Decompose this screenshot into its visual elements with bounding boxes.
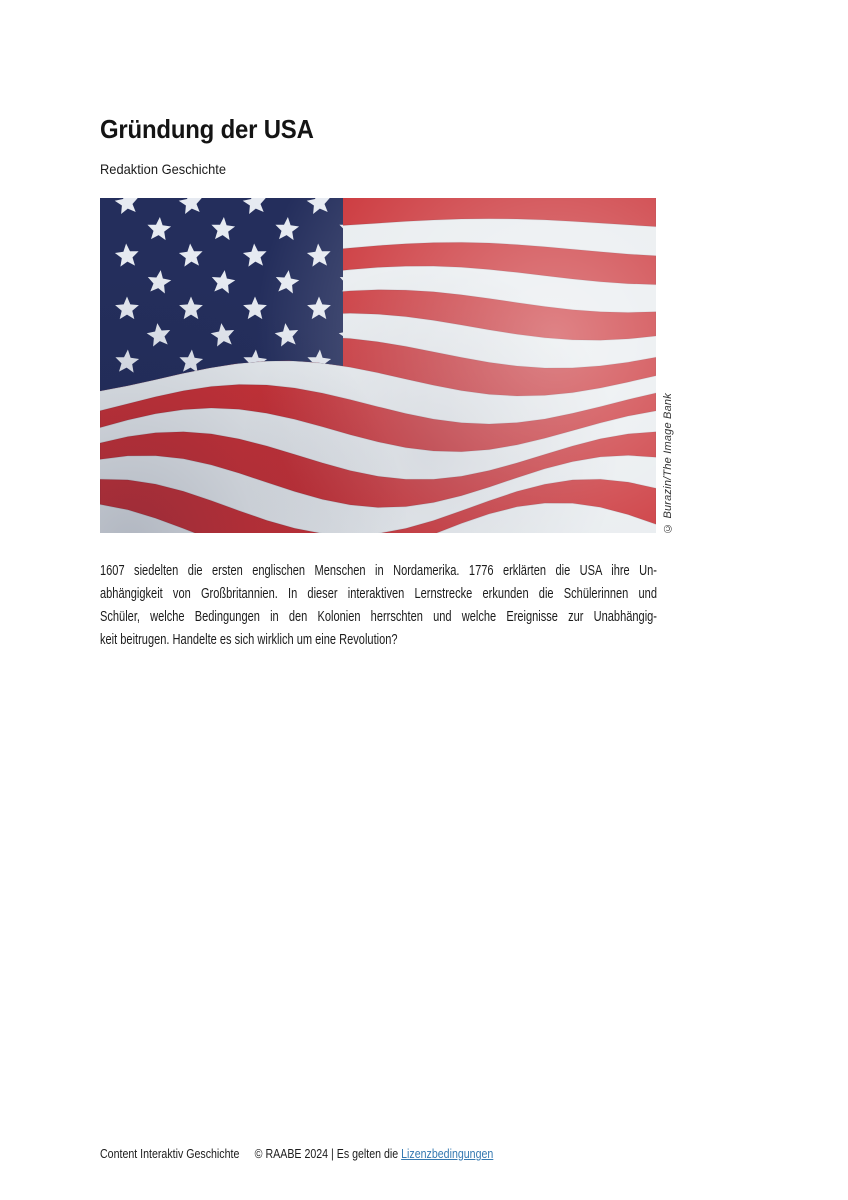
us-flag-image: [100, 198, 656, 533]
license-link[interactable]: Lizenzbedingungen: [401, 1147, 494, 1161]
image-credit: © Burazin/The Image Bank: [662, 393, 674, 534]
footer-product-name: Content Interaktiv Geschichte: [100, 1147, 240, 1161]
author-line: Redaktion Geschichte: [100, 161, 227, 177]
footer-copyright: © RAABE 2024 | Es gelten die: [254, 1147, 399, 1161]
intro-paragraph: [100, 560, 657, 652]
intro-line: abhängigkeit von Großbritannien. In dieser interaktiven Lernstrecke erkunden die Schülerinnen und: [100, 586, 657, 602]
page-footer: [100, 1147, 493, 1161]
intro-line: Schüler, welche Bedingungen in den Kolonien herrschten und welche Ereignisse zur Unabhängig-: [100, 609, 657, 625]
page-title: Gründung der USA: [100, 114, 314, 145]
intro-line: 1607 siedelten die ersten englischen Menschen in Nordamerika. 1776 erklärten die USA ihre Un-: [100, 563, 657, 579]
us-flag-figure: [100, 198, 656, 533]
intro-line: keit beitrugen. Handelte es sich wirklich um eine Revolution?: [100, 632, 398, 648]
